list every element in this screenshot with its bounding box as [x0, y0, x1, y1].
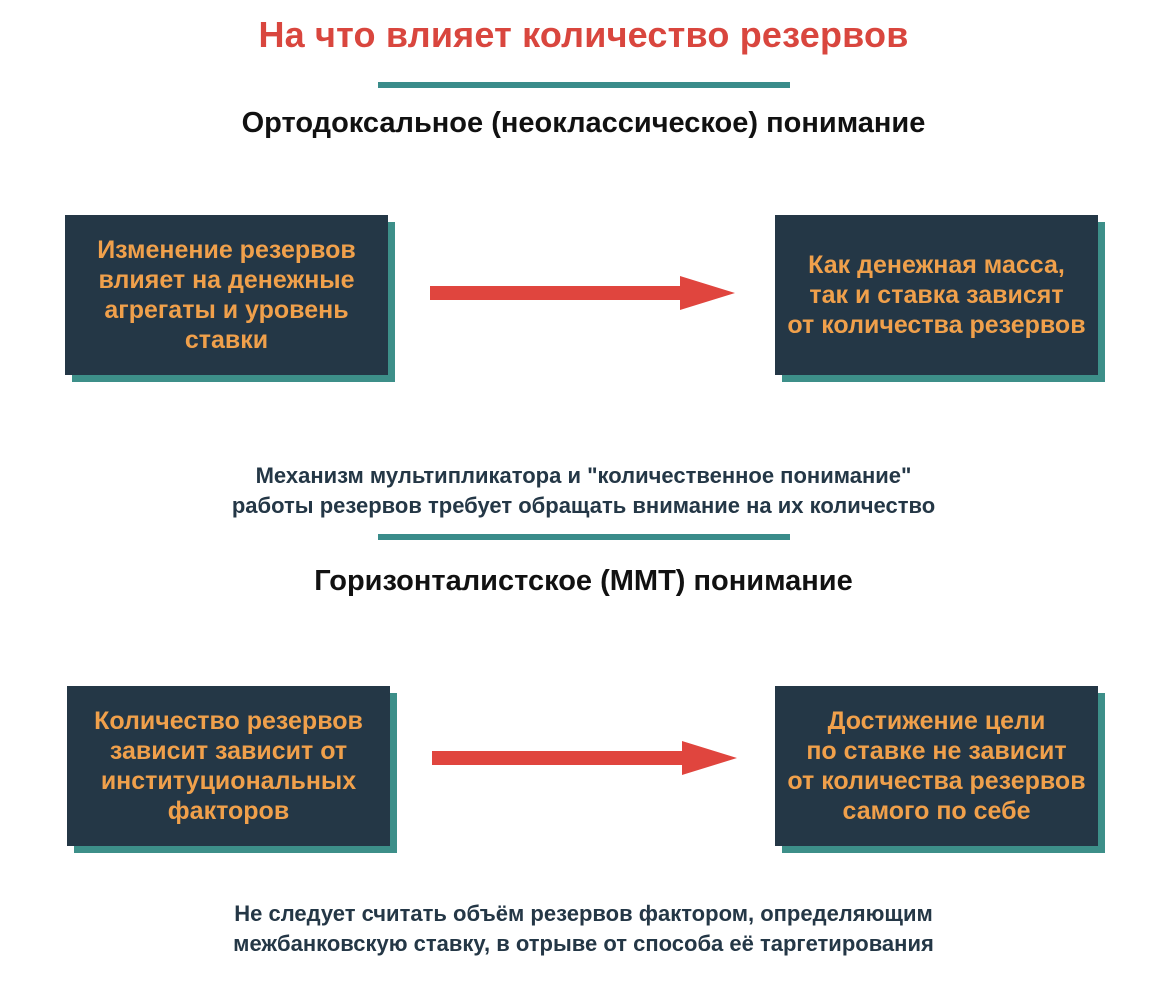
section1-arrow-icon: [430, 276, 740, 310]
section1-left-box-text: Изменение резервов влияет на денежные агрегаты и уровень ставки: [97, 236, 356, 354]
section2-right-box: [775, 686, 1098, 846]
section2-right-box-text: Достижение цели по ставке не зависит от количества резервов самого по себе: [787, 707, 1086, 825]
section1-note: Механизм мультипликатора и "количественное понимание" работы резервов требует обращать внимание на их количество: [231, 463, 936, 518]
section2-left-box-text: Количество резервов зависит зависит от институциональных факторов: [94, 707, 363, 825]
section1-heading: Ортодоксальное (неоклассическое) понимание: [241, 107, 926, 139]
section2-note: Не следует считать объём резервов фактором, определяющим межбанковскую ставку, в отрыве от способа её таргетирования: [233, 901, 934, 956]
section1-left-box: [65, 215, 388, 375]
section1-right-box-text: Как денежная масса, так и ставка зависят от количества резервов: [787, 251, 1086, 339]
section2-heading: Горизонталистское (ММТ) понимание: [314, 565, 853, 597]
section2-arrow-icon: [432, 741, 742, 775]
section1-right-box: [775, 215, 1098, 375]
section-divider: [378, 534, 790, 540]
page-title: На что влияет количество резервов: [258, 14, 909, 55]
section2-left-box: [67, 686, 390, 846]
title-divider: [378, 82, 790, 88]
